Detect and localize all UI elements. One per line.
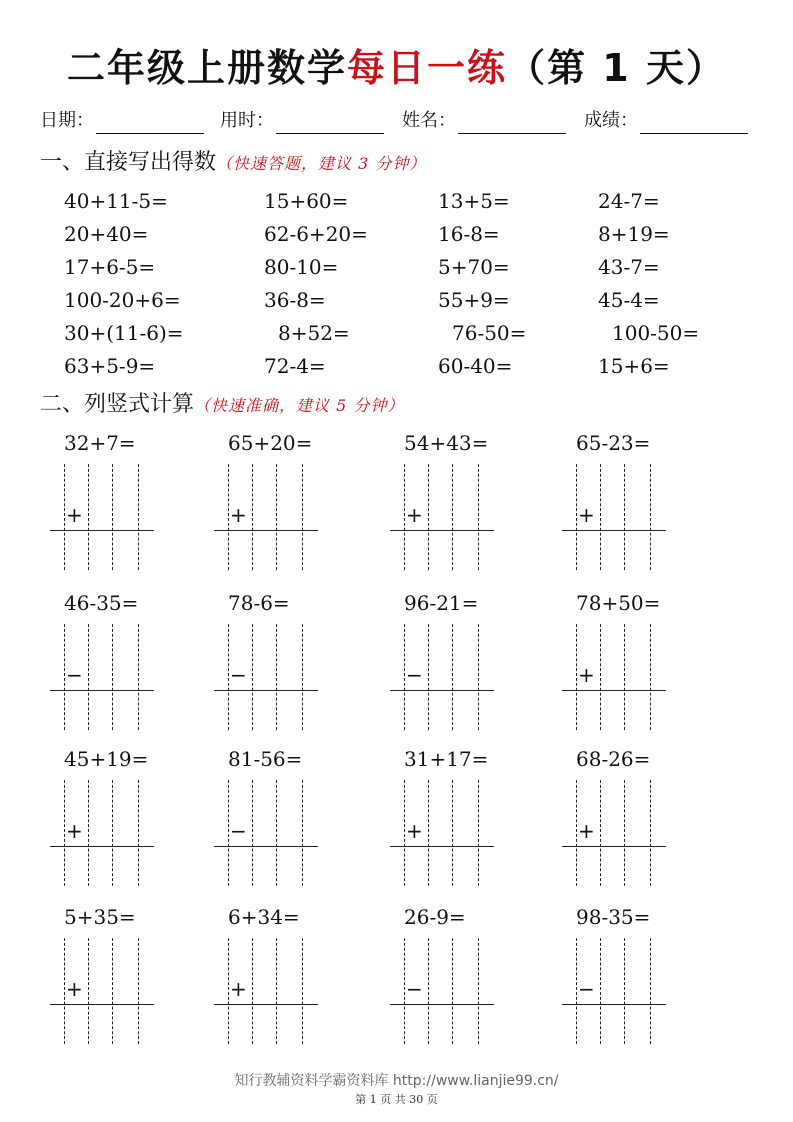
digit-column-guide [650,624,651,730]
answer-line [50,1004,154,1005]
answer-line [390,690,494,691]
oral-problem: 17+6-5= [64,255,156,279]
page-title [0,40,793,96]
digit-column-guide [404,938,405,1044]
digit-column-guide [252,624,253,730]
oral-problem: 13+5= [438,189,510,213]
answer-line [214,1004,318,1005]
digit-column-guide [404,624,405,730]
digit-column-guide [138,464,139,570]
section-oral-heading [40,148,426,179]
answer-line [50,530,154,531]
oral-problem: 40+11-5= [64,189,168,213]
vertical-expression: 96-21= [404,591,479,615]
operator-sign: + [578,503,595,527]
digit-column-guide [478,938,479,1044]
oral-problem: 24-7= [598,189,660,213]
digit-column-guide [478,464,479,570]
oral-problem: 62-6+20= [264,222,368,246]
vertical-expression: 65+20= [228,431,313,455]
digit-column-guide [452,780,453,886]
digit-column-guide [302,624,303,730]
operator-sign: + [66,503,83,527]
digit-column-guide [576,464,577,570]
digit-column-guide [138,938,139,1044]
digit-column-guide [64,624,65,730]
vertical-expression: 54+43= [404,431,489,455]
operator-sign: − [406,663,423,687]
operator-sign: + [578,819,595,843]
oral-problem: 55+9= [438,288,510,312]
digit-column-guide [576,780,577,886]
vertical-problem [562,590,682,740]
operator-sign: + [230,503,247,527]
digit-column-guide [228,780,229,886]
digit-column-guide [228,938,229,1044]
section-vertical-hint: （快速准确，建议 5 分钟） [194,396,405,415]
digit-column-guide [112,780,113,886]
score-label: 成绩： [584,110,638,131]
digit-column-guide [404,780,405,886]
score-field [584,108,748,134]
digit-column-guide [64,780,65,886]
title-highlight: 每日一练 [347,46,508,90]
title-day: （第 1 天） [507,46,726,90]
oral-problem: 45-4= [598,288,660,312]
operator-sign: − [230,663,247,687]
answer-line [50,690,154,691]
digit-column-guide [452,624,453,730]
digit-column-guide [600,780,601,886]
digit-column-guide [302,938,303,1044]
digit-column-guide [138,780,139,886]
vertical-problem [562,746,682,896]
vertical-problem [562,430,682,580]
digit-column-guide [276,938,277,1044]
time-field [220,108,384,134]
digit-column-guide [302,780,303,886]
digit-column-guide [576,938,577,1044]
digit-column-guide [478,624,479,730]
vertical-expression: 31+17= [404,747,489,771]
vertical-expression: 32+7= [64,431,136,455]
oral-problem: 16-8= [438,222,500,246]
oral-problem: 60-40= [438,354,513,378]
digit-column-guide [624,464,625,570]
vertical-expression: 5+35= [64,905,136,929]
digit-column-guide [252,464,253,570]
vertical-expression: 78-6= [228,591,290,615]
vertical-problem [214,904,334,1054]
digit-column-guide [428,780,429,886]
digit-column-guide [276,624,277,730]
digit-column-guide [302,464,303,570]
oral-problem: 8+19= [598,222,670,246]
oral-problem: 15+6= [598,354,670,378]
answer-line [390,1004,494,1005]
digit-column-guide [428,464,429,570]
digit-column-guide [64,938,65,1044]
answer-line [214,690,318,691]
oral-problem: 100-50= [612,321,700,345]
oral-problem: 15+60= [264,189,349,213]
digit-column-guide [452,938,453,1044]
vertical-problem [390,430,510,580]
score-blank[interactable] [640,113,748,134]
operator-sign: − [66,663,83,687]
digit-column-guide [650,938,651,1044]
date-field [40,108,204,134]
digit-column-guide [650,464,651,570]
vertical-expression: 65-23= [576,431,651,455]
operator-sign: + [66,819,83,843]
vertical-problem [214,746,334,896]
digit-column-guide [276,464,277,570]
oral-problem: 100-20+6= [64,288,181,312]
answer-line [50,846,154,847]
digit-column-guide [252,938,253,1044]
name-field [402,108,566,134]
digit-column-guide [428,938,429,1044]
digit-column-guide [112,464,113,570]
vertical-problem [214,590,334,740]
answer-line [562,530,666,531]
name-label: 姓名： [402,110,456,131]
vertical-expression: 46-35= [64,591,139,615]
operator-sign: + [578,663,595,687]
vertical-expression: 81-56= [228,747,303,771]
digit-column-guide [600,464,601,570]
operator-sign: + [406,819,423,843]
answer-line [214,846,318,847]
section-oral-title: 一、直接写出得数 [40,150,217,175]
vertical-problem [390,590,510,740]
digit-column-guide [88,938,89,1044]
oral-problem: 5+70= [438,255,510,279]
footer-source: 知行教辅资料学霸资料库 http://www.lianjie99.cn/ [234,1073,559,1089]
operator-sign: + [230,977,247,1001]
vertical-problem [562,904,682,1054]
oral-problem: 72-4= [264,354,326,378]
oral-problem: 43-7= [598,255,660,279]
digit-column-guide [600,624,601,730]
operator-sign: − [406,977,423,1001]
title-main: 二年级上册数学 [67,46,348,90]
answer-line [562,1004,666,1005]
vertical-problem [50,430,170,580]
answer-line [390,846,494,847]
digit-column-guide [88,780,89,886]
answer-line [214,530,318,531]
vertical-expression: 26-9= [404,905,466,929]
digit-column-guide [404,464,405,570]
vertical-expression: 98-35= [576,905,651,929]
operator-sign: + [406,503,423,527]
digit-column-guide [576,624,577,730]
time-label: 用时： [220,110,274,131]
digit-column-guide [624,938,625,1044]
vertical-expression: 6+34= [228,905,300,929]
answer-line [562,846,666,847]
digit-column-guide [600,938,601,1044]
oral-problem: 30+(11-6)= [64,321,184,345]
oral-problem: 80-10= [264,255,339,279]
section-vertical-title: 二、列竖式计算 [40,392,195,417]
digit-column-guide [228,464,229,570]
operator-sign: + [66,977,83,1001]
time-blank[interactable] [276,113,384,134]
section-vertical-heading [40,390,404,421]
vertical-expression: 78+50= [576,591,661,615]
oral-problem: 76-50= [452,321,527,345]
page-number: 第 1 页 共 30 页 [355,1093,438,1106]
digit-column-guide [276,780,277,886]
oral-problem: 63+5-9= [64,354,156,378]
name-blank[interactable] [458,113,566,134]
digit-column-guide [650,780,651,886]
operator-sign: − [578,977,595,1001]
answer-line [562,690,666,691]
operator-sign: − [230,819,247,843]
digit-column-guide [478,780,479,886]
date-blank[interactable] [96,113,204,134]
digit-column-guide [88,464,89,570]
vertical-problem [214,430,334,580]
vertical-problem [50,590,170,740]
vertical-problem [390,904,510,1054]
oral-problem: 36-8= [264,288,326,312]
digit-column-guide [112,624,113,730]
vertical-problem [50,746,170,896]
digit-column-guide [252,780,253,886]
digit-column-guide [112,938,113,1044]
student-info-row [40,108,760,138]
section-oral-hint: （快速答题，建议 3 分钟） [216,154,427,173]
digit-column-guide [624,624,625,730]
digit-column-guide [64,464,65,570]
oral-problem: 20+40= [64,222,149,246]
vertical-problem [390,746,510,896]
digit-column-guide [138,624,139,730]
digit-column-guide [228,624,229,730]
date-label: 日期： [40,110,94,131]
answer-line [390,530,494,531]
vertical-expression: 68-26= [576,747,651,771]
digit-column-guide [624,780,625,886]
digit-column-guide [452,464,453,570]
oral-problem: 8+52= [278,321,350,345]
vertical-problem [50,904,170,1054]
vertical-expression: 45+19= [64,747,149,771]
digit-column-guide [428,624,429,730]
digit-column-guide [88,624,89,730]
